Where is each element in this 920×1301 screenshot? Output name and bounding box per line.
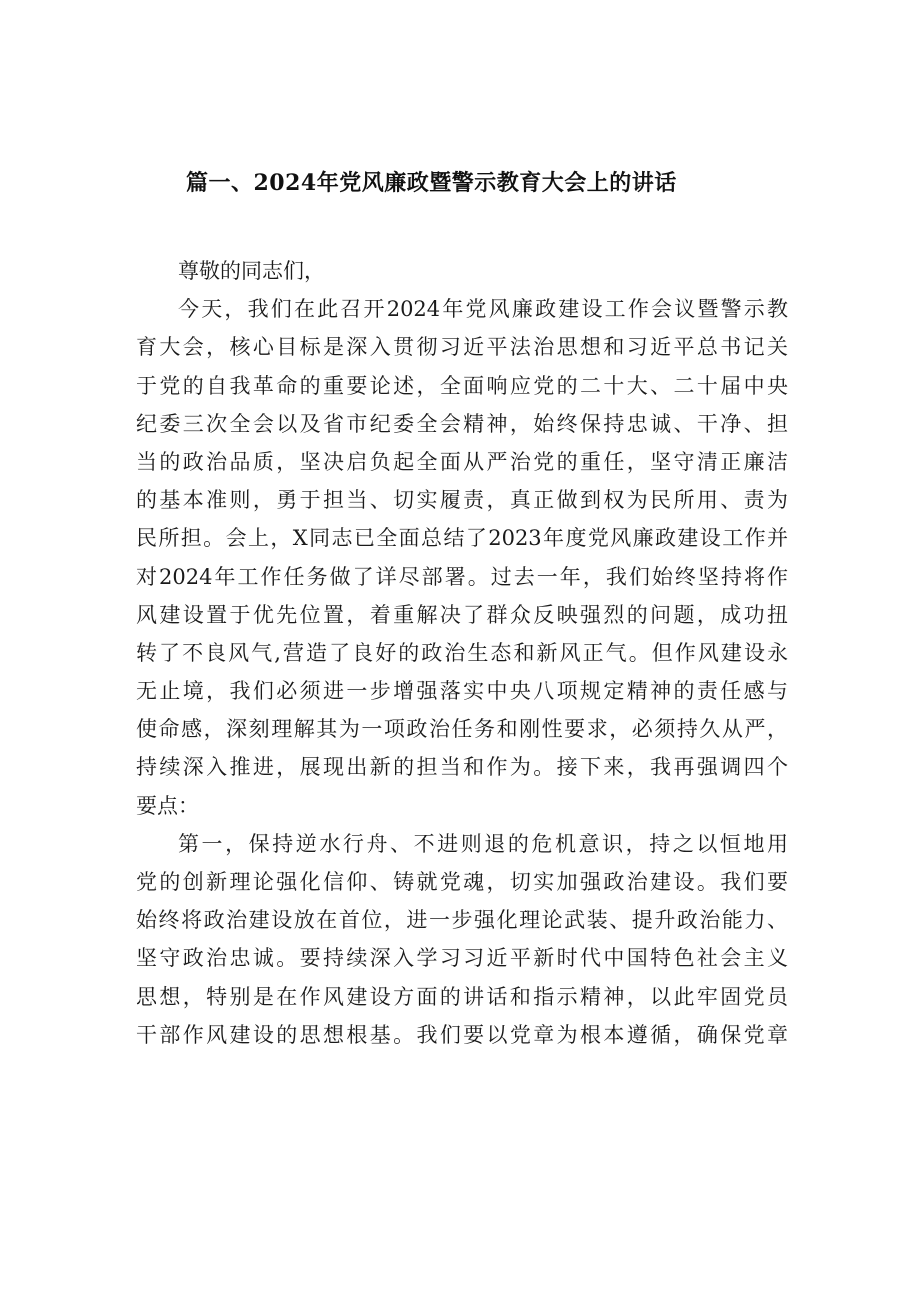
text-line: 党的创新理论强化信仰、铸就党魂，切实加强政治建设。我们要 (136, 870, 788, 894)
paragraph-1 (136, 290, 788, 825)
text-line: 无止境，我们必须进一步增强落实中央八项规定精神的责任感与 (136, 679, 788, 704)
text-line: 转了不良风气,营造了良好的政治生态和新风正气。但作风建设永 (136, 640, 788, 665)
text-line: 民所担。会上，X同志已全面总结了2023年度党风廉政建设工作并 (136, 526, 788, 551)
greeting-line: 尊敬的同志们， (178, 259, 325, 283)
text-line: 的基本准则，勇于担当、切实履责，真正做到权为民所用、责为 (136, 488, 788, 513)
text-line: 第一，保持逆水行舟、不进则退的危机意识，持之以恒地用 (178, 831, 788, 856)
text-line: 对2024年工作任务做了详尽部署。过去一年，我们始终坚持将作 (136, 564, 788, 589)
text-line: 坚守政治忠诚。要持续深入学习习近平新时代中国特色社会主义 (136, 946, 788, 971)
text-line: 始终将政治建设放在首位，进一步强化理论武装、提升政治能力、 (136, 908, 788, 933)
text-line: 育大会，核心目标是深入贯彻习近平法治思想和习近平总书记关 (136, 335, 788, 360)
text-line: 纪委三次全会以及省市纪委全会精神，始终保持忠诚、干净、担 (136, 411, 788, 436)
text-line: 当的政治品质，坚决启负起全面从严治党的重任，坚守清正廉洁 (136, 449, 788, 474)
speech-body (136, 252, 788, 1054)
text-line: 使命感，深刻理解其为一项政治任务和刚性要求，必须持久从严， (136, 717, 788, 742)
text-line: 于党的自我革命的重要论述，全面响应党的二十大、二十届中央 (136, 373, 788, 398)
page-title: 篇一、2024年党风廉政暨警示教育大会上的讲话 (186, 170, 677, 196)
paragraph-2 (136, 825, 788, 1054)
text-line: 干部作风建设的思想根基。我们要以党章为根本遵循，确保党章 (136, 1022, 788, 1047)
text-line: 今天，我们在此召开2024年党风廉政建设工作会议暨警示教 (178, 297, 788, 322)
text-line: 持续深入推进，展现出新的担当和作为。接下来，我再强调四个 (136, 755, 788, 780)
text-line: 风建设置于优先位置，着重解决了群众反映强烈的问题，成功扭 (136, 602, 788, 627)
text-line: 要点： (136, 793, 199, 818)
text-line: 思想，特别是在作风建设方面的讲话和指示精神，以此牢固党员 (136, 984, 788, 1009)
